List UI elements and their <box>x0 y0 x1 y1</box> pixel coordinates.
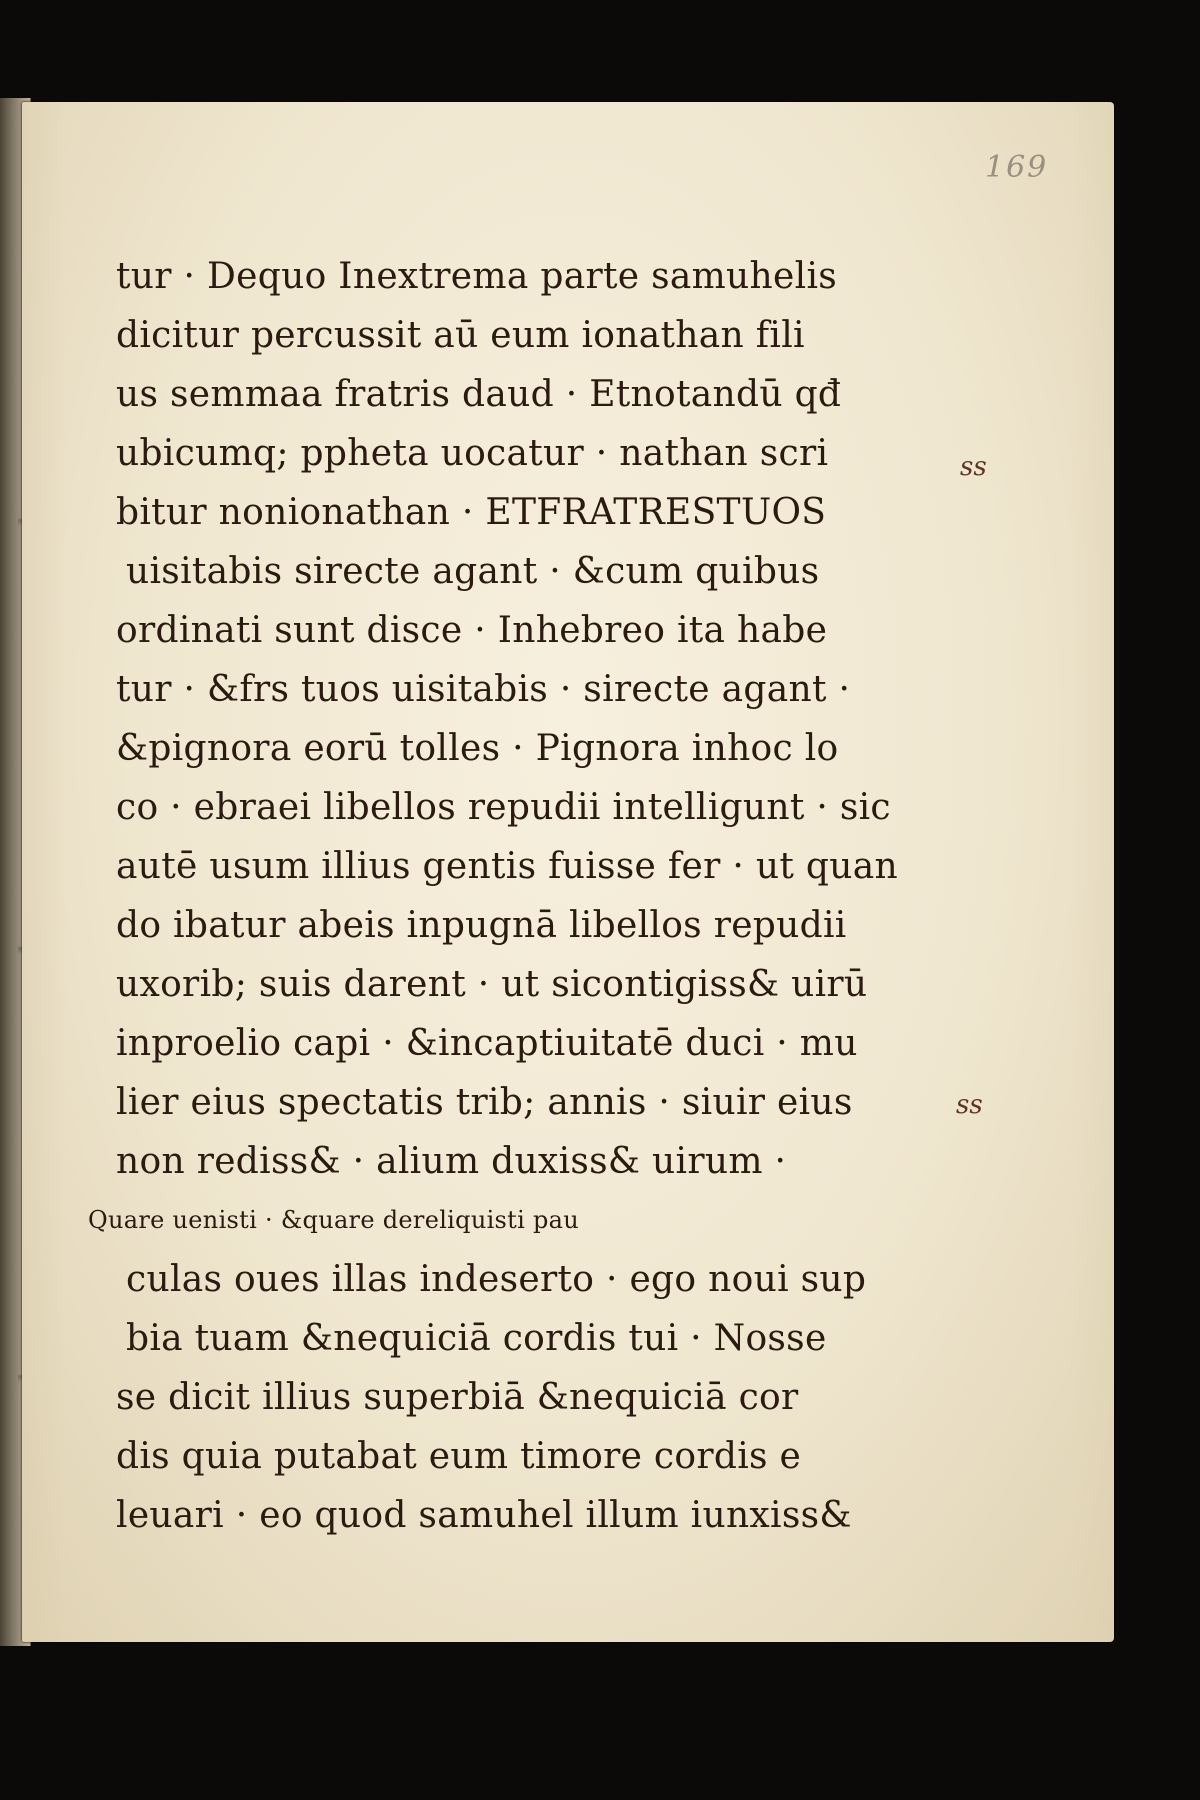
text-line: autē usum illius gentis fuisse fer · ut quan <box>116 846 898 887</box>
text-line: &pignora eorū tolles · Pignora inhoc lo <box>116 728 839 769</box>
text-line: us semmaa fratris daud · Etnotandū qđ <box>116 374 842 415</box>
margin-note: ss <box>960 452 987 482</box>
text-line: bitur nonionathan · ETFRATRESTUOS <box>116 492 827 533</box>
margin-note: ss <box>956 1090 983 1120</box>
text-line: uisitabis sirecte agant · &cum quibus <box>126 551 820 592</box>
text-line: non rediss& · alium duxiss& uirum · <box>116 1141 787 1182</box>
text-line: inproelio capi · &incaptiuitatē duci · mu <box>116 1023 858 1064</box>
text-line: uxorib; suis darent · ut sicontigiss& uirū <box>116 964 868 1005</box>
main-text-block <box>88 247 956 1545</box>
text-line: ordinati sunt disce · Inhebreo ita habe <box>116 610 828 651</box>
text-line: leuari · eo quod samuhel illum iunxiss& <box>116 1495 852 1536</box>
text-line: se dicit illius superbiā &nequiciā cor <box>116 1377 799 1418</box>
text-line: co · ebraei libellos repudii intelligunt · sic <box>116 787 891 828</box>
text-line: do ibatur abeis inpugnā libellos repudii <box>116 905 847 946</box>
text-line: Quare uenisti · &quare dereliquisti pau <box>88 1206 580 1234</box>
text-line: lier eius spectatis trib; annis · siuir eius <box>116 1082 853 1123</box>
folio-number: 169 <box>985 150 1049 185</box>
text-line: tur · &frs tuos uisitabis · sirecte agant · <box>116 669 851 710</box>
text-line: culas oues illas indeserto · ego noui sup <box>126 1259 867 1300</box>
text-line: ubicumq; ppheta uocatur · nathan scri <box>116 433 829 474</box>
text-line: dicitur percussit aū eum ionathan fili <box>116 315 805 356</box>
text-line: dis quia putabat eum timore cordis e <box>116 1436 802 1477</box>
text-line: bia tuam &nequiciā cordis tui · Nosse <box>126 1318 827 1359</box>
text-line: tur · Dequo Inextrema parte samuhelis <box>116 256 838 297</box>
